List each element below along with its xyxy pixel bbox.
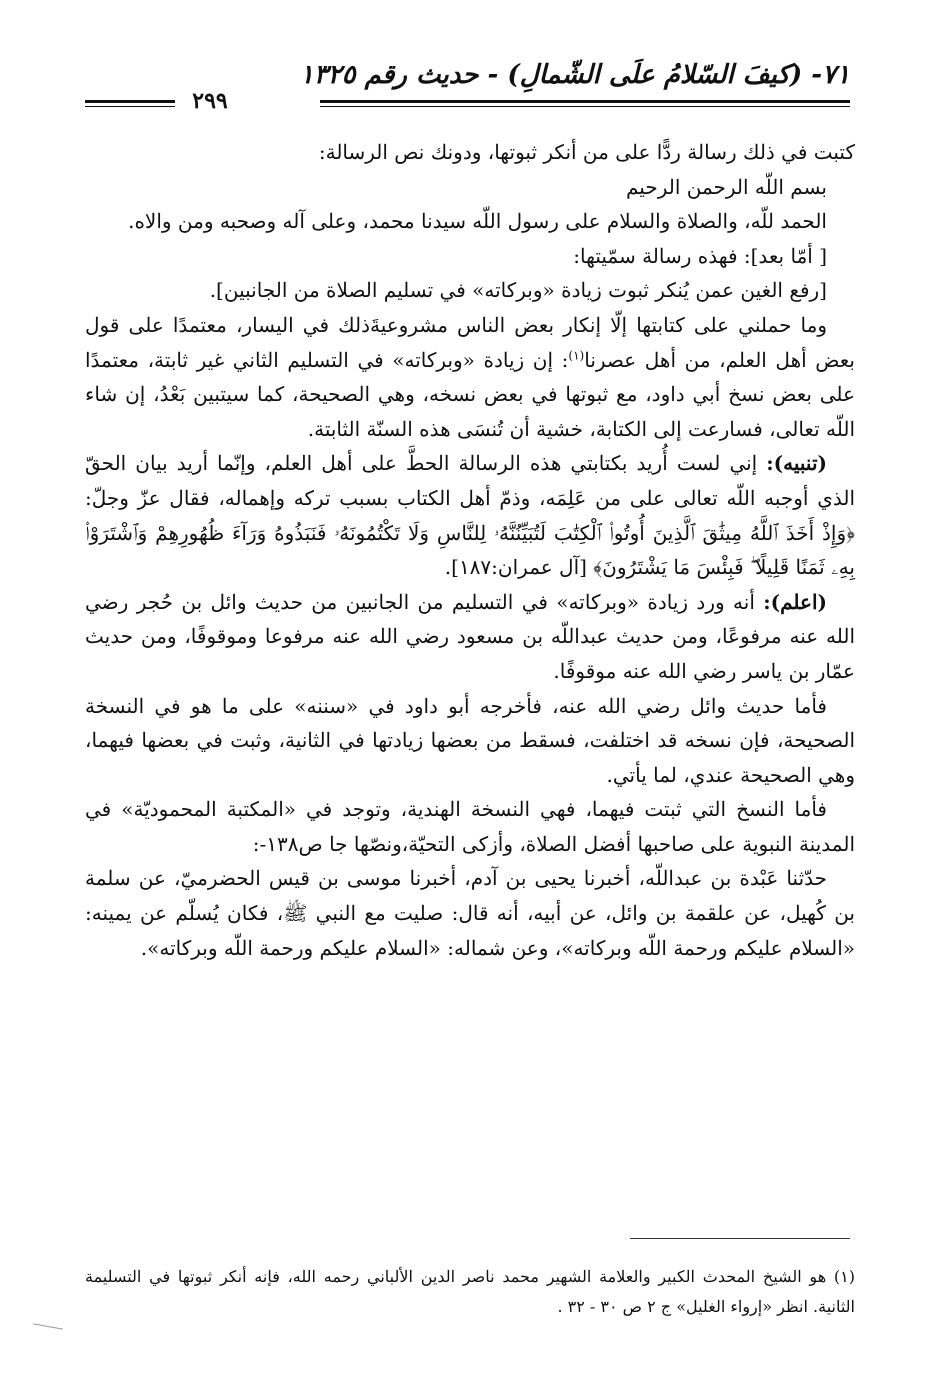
scan-mark — [33, 1323, 63, 1329]
paragraph — [85, 308, 855, 446]
paragraph: [ أمّا بعد]: فهذه رسالة سمّيتها: — [573, 243, 827, 268]
notice-text: إني لست أُريد بكتابتي هذه الرسالة الحطَّ على أهل العلم، وإنّما أريد بيان الحقّ الذي أوجبه اللّه تعالى على من عَلِمَه، وذمّ أهل الكتاب بسبب تركه وإهماله، فقال عزّ وجلّ: ﴿وَإِذْ أَخَذَ ٱللَّهُ مِيثَٰقَ ٱلَّذِينَ أُوتُوا۟ ٱلْكِتَٰبَ لَتُبَيِّنُنَّهُۥ لِلنَّاسِ وَلَا تَكْتُمُونَهُۥ فَنَبَذُوهُ وَرَآءَ ظُهُورِهِمْ وَٱشْتَرَوْا۟ بِهِۦ ثَمَنًا قَلِيلًا ۖ فَبِئْسَ مَا يَشْتَرُونَ﴾ [آل عمران:١٨٧]. — [85, 451, 855, 580]
header-rule-short — [85, 100, 175, 107]
page-number: ٢٩٩ — [192, 88, 228, 114]
treatise-title: [رفع الغين عمن يُنكر ثبوت زيادة «وبركاته» في تسليم الصلاة من الجانبين]. — [209, 278, 827, 303]
running-header — [85, 60, 850, 120]
notice-label: (تنبيه): — [766, 451, 827, 476]
know-text: أنه ورد زيادة «وبركاته» في التسليم من الجانبين من حديث وائل بن حُجر رضي الله عنه مرفوعًا، ومن حديث عبداللّه بن مسعود رضي الله عنه مرفوعا وموقوفًا، ومن حديث عمّار بن ياسر رضي الله عنه موقوفًا. — [85, 589, 855, 683]
main-text — [85, 135, 855, 965]
footnotes — [85, 1262, 855, 1322]
chapter-title: ٧١- (كيفَ السّلامُ علَى الشّمالِ) - حديث رقم ١٣٢٥ — [299, 60, 850, 90]
footnote: (١) هو الشيخ المحدث الكبير والعلامة الشهير محمد ناصر الدين الألباني رحمه الله، فإنه أنكر ثبوتها في التسليمة الثانية. انظر «إرواء الغليل» ج ٢ ص ٣٠ - ٣٢ . — [85, 1267, 855, 1316]
footnote-reference[interactable]: (١) — [568, 347, 585, 362]
footnote-separator — [630, 1238, 850, 1239]
paragraph — [85, 446, 855, 584]
paragraph-part: : إن زيادة «وبركاته» في التسليم الثاني غير ثابتة، معتمدًا على بعض نسخ أبي داود، مع ثبوتها في بعض نسخه، وهي الصحيحة، كما سيتبين بَعْدُ، إن شاء اللّه تعالى، فسارعت إلى الكتابة، خشية أن تُنسَى هذه السنّة الثابتة. — [85, 347, 855, 441]
header-rule — [320, 100, 850, 107]
basmala: بسم اللّه الرحمن الرحيم — [625, 174, 827, 199]
paragraph — [85, 585, 855, 689]
paragraph-part: وما حملني على كتابتها إلّا إنكار بعض الناس مشروعيةَذلك في اليسار، معتمدًا على قول بعض أهل العلم، من أهل عصرنا — [85, 312, 855, 372]
paragraph: فأما حديث وائل رضي الله عنه، فأخرجه أبو داود في «سننه» على ما هو في النسخة الصحيحة، فإن نسخه قد اختلفت، فسقط من بعضها زيادتها في الثانية، وثبت في بعضها فيهما، وهي الصحيحة عندي، لما يأتي. — [85, 693, 855, 787]
paragraph: الحمد للّه، والصلاة والسلام على رسول اللّه سيدنا محمد، وعلى آله وصحبه ومن والاه. — [128, 209, 827, 234]
know-label: (اعلم): — [763, 589, 827, 614]
hadith-chain: حدّثنا عَبْدة بن عبداللّه، أخبرنا يحيى بن آدم، أخبرنا موسى بن قيس الحضرميّ، عن سلمة بن كُهيل، عن علقمة بن وائل، عن أبيه، أنه قال: صليت مع النبي ﷺ، فكان يُسلّم عن يمينه: «السلام عليكم ورحمة اللّه وبركاته»، وعن شماله: «السلام عليكم ورحمة اللّه وبركاته». — [85, 866, 855, 960]
paragraph: كتبت في ذلك رسالة ردًّا على من أنكر ثبوتها، ودونك نص الرسالة: — [318, 140, 855, 164]
paragraph: فأما النسخ التي ثبتت فيهما، فهي النسخة الهندية، وتوجد في «المكتبة المحموديّة» في المدينة النبوية على صاحبها أفضل الصلاة، وأزكى التحيّة،ونصّها جا ص١٣٨-: — [85, 797, 855, 856]
